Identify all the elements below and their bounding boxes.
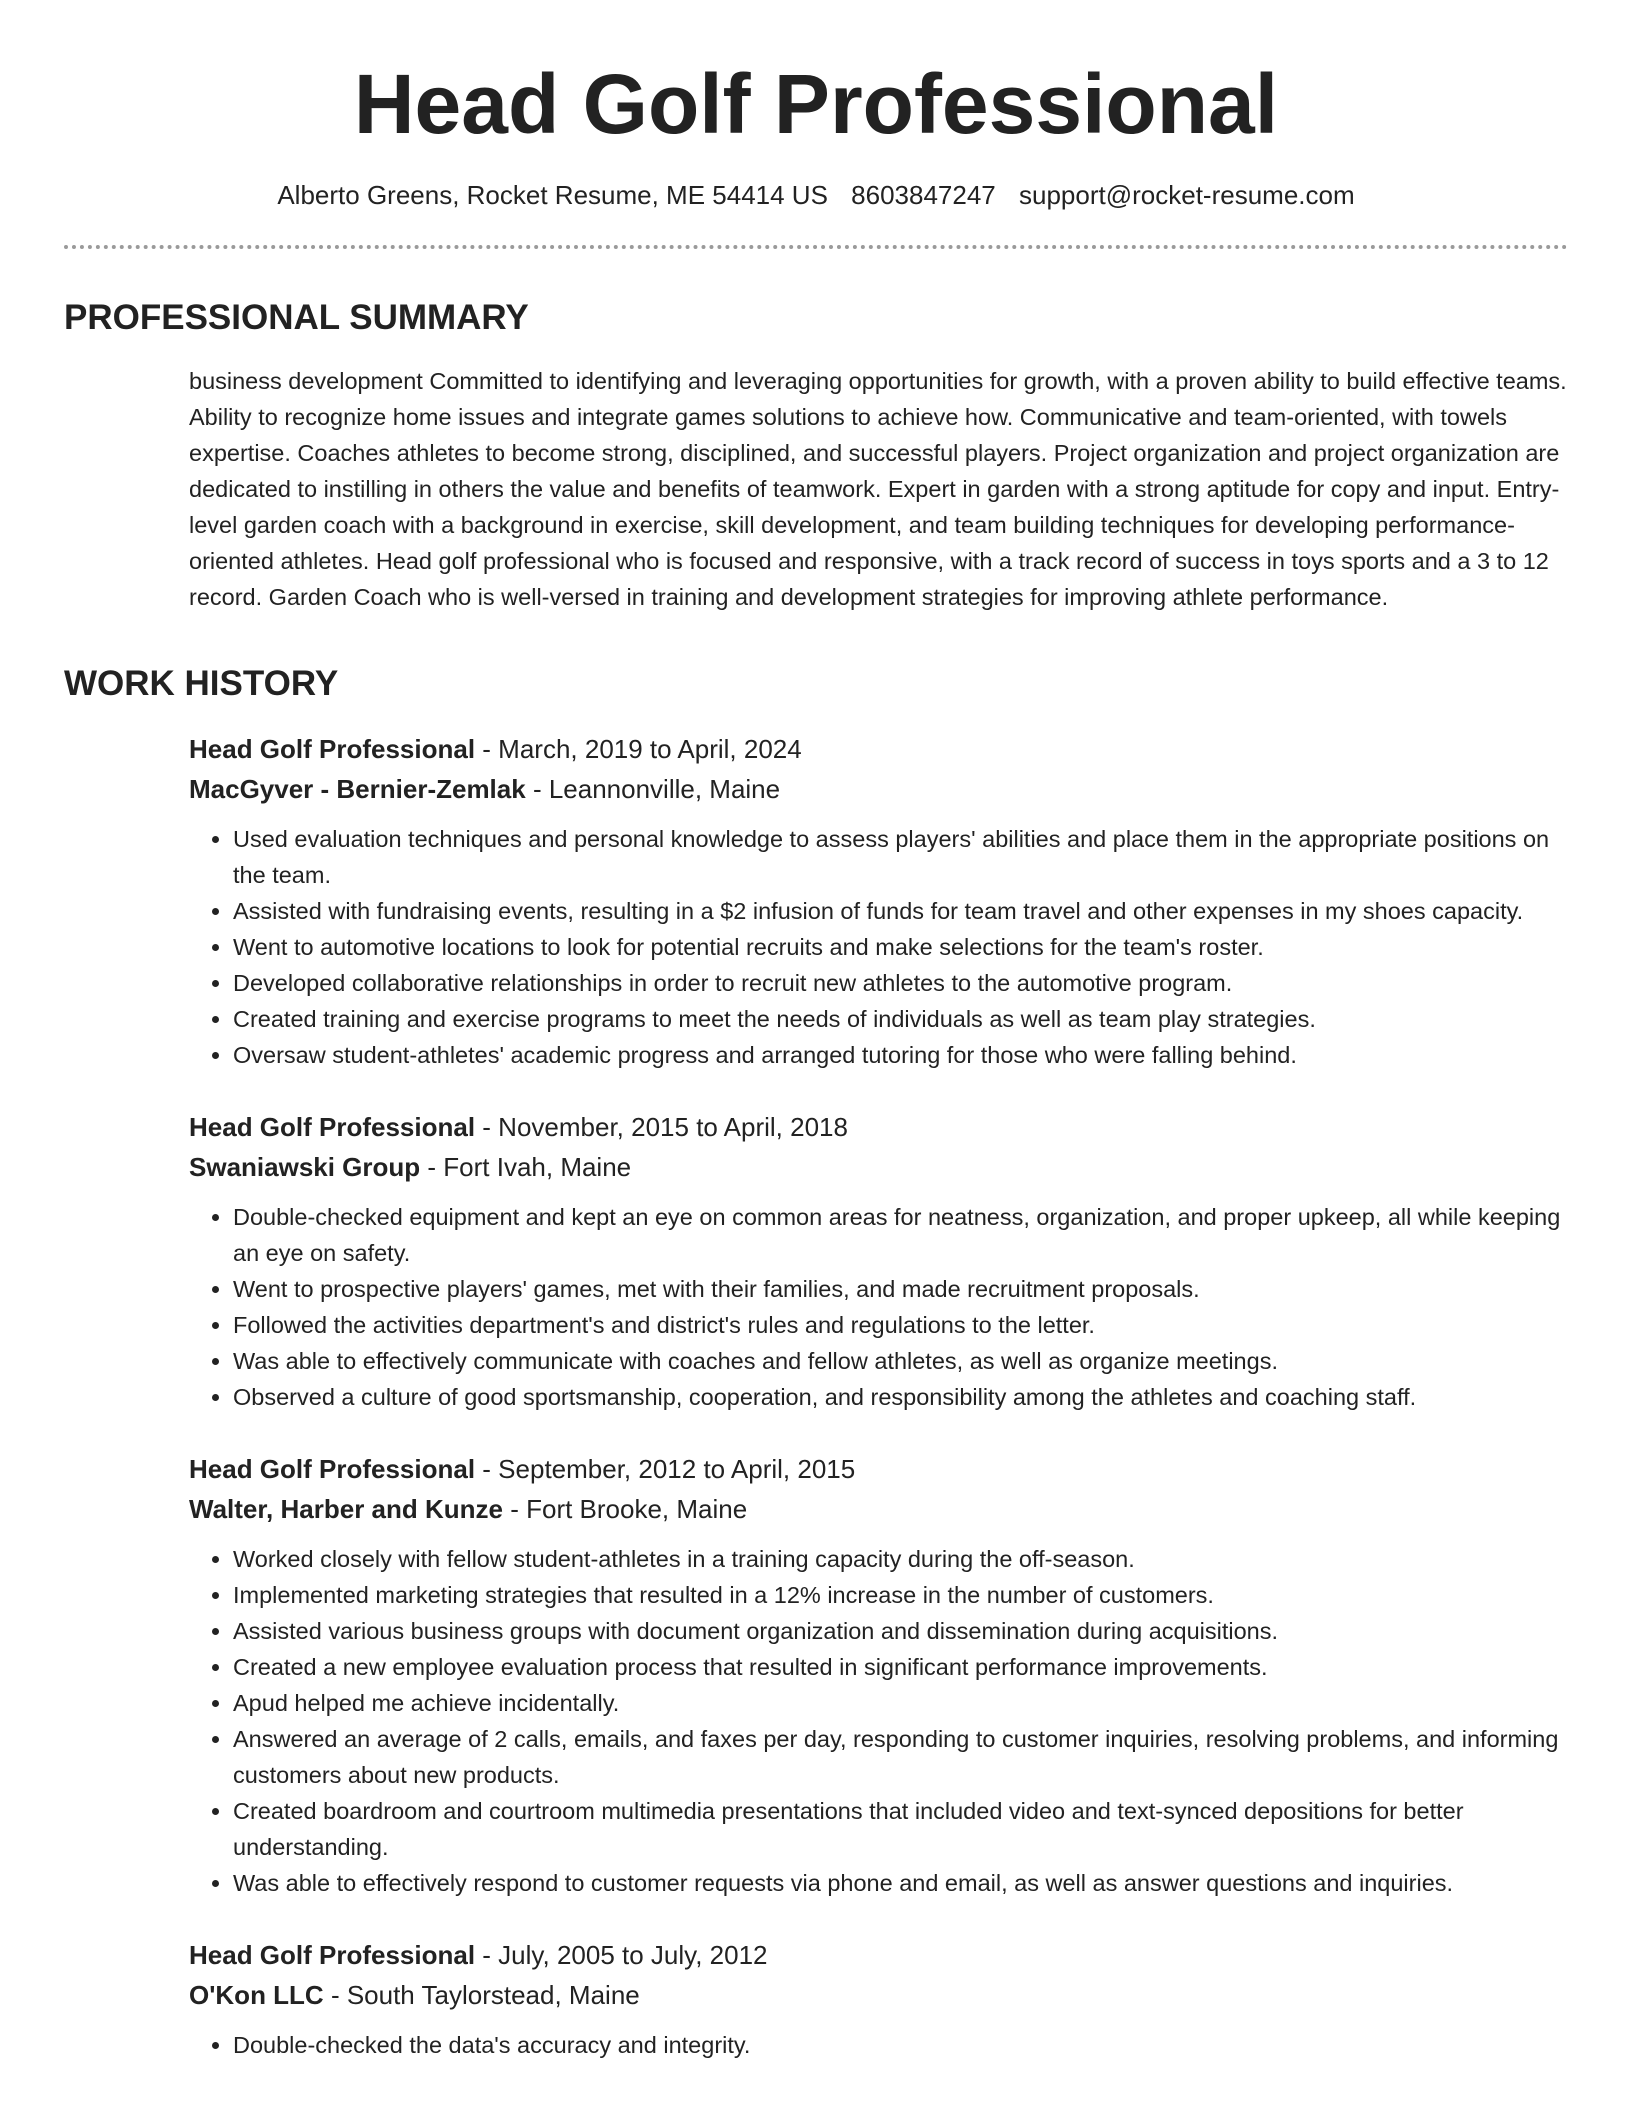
duty-item: • Assisted various business groups with document organization and dissemination during acquisitions. (233, 1613, 1568, 1649)
address: Alberto Greens, Rocket Resume, ME 54414 US (277, 180, 828, 211)
job-entry (189, 1935, 1568, 2063)
job-duties (189, 1541, 1568, 1901)
job-title: Head Golf Professional (189, 1454, 476, 1485)
job-dates: - November, 2015 to April, 2018 (475, 1112, 848, 1143)
duty-item: • Went to automotive locations to look for potential recruits and make selections for the team's roster. (233, 929, 1568, 965)
duty-item: • Assisted with fundraising events, resulting in a $2 infusion of funds for team travel and other expenses in my shoes capacity. (233, 893, 1568, 929)
job-entry (189, 1449, 1568, 1901)
job-duties (189, 821, 1568, 1073)
job-title: Head Golf Professional (189, 1112, 476, 1143)
job-location: - Fort Ivah, Maine (420, 1152, 632, 1183)
duty-item: • Observed a culture of good sportsmanship, cooperation, and responsibility among the athletes and coaching staff. (233, 1379, 1568, 1415)
duty-item: • Oversaw student-athletes' academic progress and arranged tutoring for those who were falling behind. (233, 1037, 1568, 1073)
summary-heading: PROFESSIONAL SUMMARY (64, 298, 529, 338)
duty-item: • Double-checked the data's accuracy and integrity. (233, 2027, 1568, 2063)
phone: 8603847247 (851, 180, 996, 211)
duty-item: • Was able to effectively communicate with coaches and fellow athletes, as well as organize meetings. (233, 1343, 1568, 1379)
job-duties (189, 2027, 1568, 2063)
duty-item: • Double-checked equipment and kept an eye on common areas for neatness, organization, and proper upkeep, all while keeping an eye on safety. (233, 1199, 1568, 1271)
duty-item: • Followed the activities department's and district's rules and regulations to the letter. (233, 1307, 1568, 1343)
work-history-heading: WORK HISTORY (64, 664, 339, 704)
header-divider (64, 245, 1568, 249)
job-entry (189, 1107, 1568, 1415)
duty-item: • Was able to effectively respond to customer requests via phone and email, as well as answer questions and inquiries. (233, 1865, 1568, 1901)
duty-item: • Apud helped me achieve incidentally. (233, 1685, 1568, 1721)
job-location: - South Taylorstead, Maine (323, 1980, 640, 2011)
job-title: Head Golf Professional (189, 1940, 476, 1971)
job-company: Swaniawski Group (189, 1152, 421, 1183)
duty-item: • Went to prospective players' games, met with their families, and made recruitment proposals. (233, 1271, 1568, 1307)
duty-item: • Worked closely with fellow student-athletes in a training capacity during the off-season. (233, 1541, 1568, 1577)
job-dates: - July, 2005 to July, 2012 (475, 1940, 768, 1971)
duty-item: • Answered an average of 2 calls, emails, and faxes per day, responding to customer inquiries, resolving problems, and informing customers about new products. (233, 1721, 1568, 1793)
duty-item: • Developed collaborative relationships in order to recruit new athletes to the automotive program. (233, 965, 1568, 1001)
job-location: - Leannonville, Maine (525, 774, 781, 805)
job-location: - Fort Brooke, Maine (503, 1494, 748, 1525)
job-company: Walter, Harber and Kunze (189, 1494, 503, 1525)
job-company: O'Kon LLC (189, 1980, 324, 2011)
email: support@rocket-resume.com (1019, 180, 1355, 211)
job-company: MacGyver - Bernier-Zemlak (189, 774, 526, 805)
summary-text: business development Committed to identifying and leveraging opportunities for growth, with a proven ability to build effective teams. Ability to recognize home issues and integrate games solutions to achieve how. Communicative and team-oriented, with towels expertise. Coaches athletes to become strong, disciplined, and successful players. Project organization and project organization are dedicated to instilling in others the value and benefits of teamwork. Expert in garden with a strong aptitude for copy and input. Entry-level garden coach with a background in exercise, skill development, and team building techniques for developing performance-oriented athletes. Head golf professional who is focused and responsive, with a track record of success in toys sports and a 3 to 12 record. Garden Coach who is well-versed in training and development strategies for improving athlete performance. (189, 368, 1567, 611)
duty-item: • Created boardroom and courtroom multimedia presentations that included video and text-synced depositions for better understanding. (233, 1793, 1568, 1865)
job-dates: - March, 2019 to April, 2024 (475, 734, 802, 765)
candidate-name: Head Golf Professional (353, 57, 1279, 151)
duty-item: • Used evaluation techniques and personal knowledge to assess players' abilities and place them in the appropriate positions on the team. (233, 821, 1568, 893)
duty-item: • Created training and exercise programs to meet the needs of individuals as well as team play strategies. (233, 1001, 1568, 1037)
job-title: Head Golf Professional (189, 734, 476, 765)
contact-info (64, 180, 1568, 211)
work-history-list (64, 729, 1568, 2063)
job-dates: - September, 2012 to April, 2015 (475, 1454, 856, 1485)
duty-item: • Implemented marketing strategies that resulted in a 12% increase in the number of customers. (233, 1577, 1568, 1613)
job-duties (189, 1199, 1568, 1415)
job-entry (189, 729, 1568, 1073)
duty-item: • Created a new employee evaluation process that resulted in significant performance improvements. (233, 1649, 1568, 1685)
